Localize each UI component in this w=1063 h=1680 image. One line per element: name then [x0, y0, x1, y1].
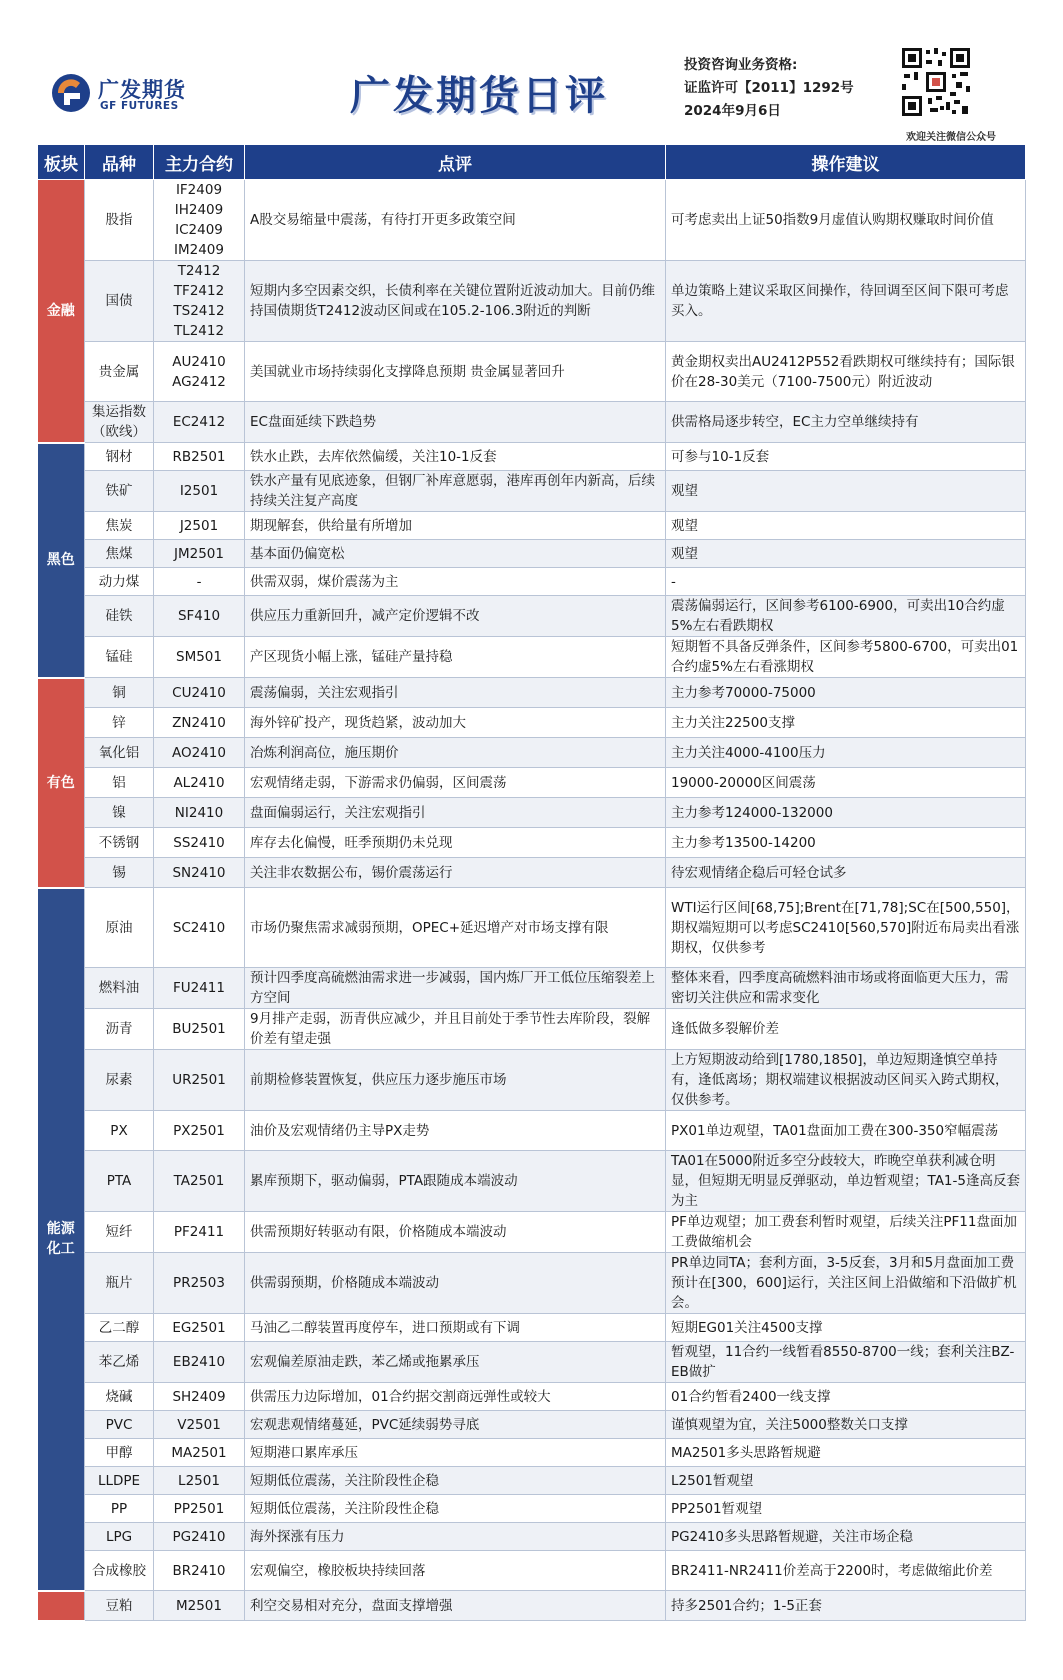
advice-cell: 主力关注22500支撑: [666, 708, 1026, 738]
advice-cell: 供需格局逐步转空，EC主力空单继续持有: [666, 402, 1026, 443]
table-body: [38, 180, 1026, 1621]
comment-cell: 产区现货小幅上涨，锰硅产量持稳: [245, 637, 666, 678]
comment-cell: 冶炼利润高位，施压期价: [245, 738, 666, 768]
license-info: [684, 54, 854, 123]
logo-english-name: GF FUTURES: [100, 100, 179, 112]
advice-cell: 可参与10-1反套: [666, 443, 1026, 471]
advice-cell: 整体来看，四季度高硫燃料油市场或将面临更大压力，需密切关注供应和需求变化: [666, 968, 1026, 1009]
contract-cell: J2501: [154, 512, 245, 540]
variety-cell: PP: [85, 1495, 154, 1523]
column-header-comment: 点评: [245, 145, 666, 180]
daily-review-table-container: [37, 144, 1025, 1622]
contract-cell: L2501: [154, 1467, 245, 1495]
comment-cell: 基本面仍偏宽松: [245, 540, 666, 568]
contract-cell: EB2410: [154, 1342, 245, 1383]
advice-cell: BR2411-NR2411价差高于2200时，考虑做缩此价差: [666, 1551, 1026, 1591]
advice-cell: 待宏观情绪企稳后可轻仓试多: [666, 858, 1026, 888]
variety-cell: 乙二醇: [85, 1314, 154, 1342]
comment-cell: 供需预期好转驱动有限，价格随成本端波动: [245, 1212, 666, 1253]
column-header-sector: 板块: [38, 145, 85, 180]
daily-review-table: [37, 144, 1026, 1622]
contract-cell: V2501: [154, 1411, 245, 1439]
table-row: [38, 1591, 1026, 1621]
table-row: [38, 1495, 1026, 1523]
company-logo: [50, 72, 200, 122]
contract-cell: EG2501: [154, 1314, 245, 1342]
table-row: [38, 1523, 1026, 1551]
comment-cell: 短期低位震荡，关注阶段性企稳: [245, 1467, 666, 1495]
advice-cell: 暂观望，11合约一线暂看8550-8700一线；套利关注BZ-EB做扩: [666, 1342, 1026, 1383]
variety-cell: 镍: [85, 798, 154, 828]
comment-cell: 宏观情绪走弱，下游需求仍偏弱，区间震荡: [245, 768, 666, 798]
variety-cell: LPG: [85, 1523, 154, 1551]
advice-cell: 观望: [666, 512, 1026, 540]
comment-cell: 海外探涨有压力: [245, 1523, 666, 1551]
table-row: [38, 1314, 1026, 1342]
variety-cell: 焦煤: [85, 540, 154, 568]
advice-cell: 主力参考70000-75000: [666, 678, 1026, 708]
table-row: [38, 1439, 1026, 1467]
advice-cell: MA2501多头思路暂规避: [666, 1439, 1026, 1467]
variety-cell: 原油: [85, 888, 154, 968]
comment-cell: 短期港口累库承压: [245, 1439, 666, 1467]
contract-cell: PX2501: [154, 1111, 245, 1151]
variety-cell: LLDPE: [85, 1467, 154, 1495]
variety-cell: 燃料油: [85, 968, 154, 1009]
contract-cell: BU2501: [154, 1009, 245, 1050]
contract-cell: MA2501: [154, 1439, 245, 1467]
contract-cell: -: [154, 568, 245, 596]
contract-cell: AL2410: [154, 768, 245, 798]
advice-cell: 主力关注4000-4100压力: [666, 738, 1026, 768]
advice-cell: 逢低做多裂解价差: [666, 1009, 1026, 1050]
table-row: [38, 1551, 1026, 1591]
wechat-qr-code-icon: [900, 46, 972, 118]
column-header-contract: 主力合约: [154, 145, 245, 180]
sector-cell: 金融: [38, 180, 85, 443]
table-row: [38, 637, 1026, 678]
variety-cell: 集运指数（欧线）: [85, 402, 154, 443]
table-row: [38, 261, 1026, 342]
variety-cell: 股指: [85, 180, 154, 261]
advice-cell: 主力参考124000-132000: [666, 798, 1026, 828]
contract-cell: JM2501: [154, 540, 245, 568]
table-row: [38, 1342, 1026, 1383]
variety-cell: PVC: [85, 1411, 154, 1439]
table-row: [38, 471, 1026, 512]
advice-cell: PP2501暂观望: [666, 1495, 1026, 1523]
table-row: [38, 1151, 1026, 1212]
advice-cell: PR单边同TA；套利方面，3-5反套，3月和5月盘面加工费预计在[300，600]运行，关注区间上沿做缩和下沿做扩机会。: [666, 1253, 1026, 1314]
comment-cell: 铁水产量有见底迹象，但钢厂补库意愿弱，港库再创年内新高，后续持续关注复产高度: [245, 471, 666, 512]
comment-cell: 预计四季度高硫燃油需求进一步减弱，国内炼厂开工低位压缩裂差上方空间: [245, 968, 666, 1009]
comment-cell: 库存去化偏慢，旺季预期仍未兑现: [245, 828, 666, 858]
variety-cell: 不锈钢: [85, 828, 154, 858]
table-row: [38, 798, 1026, 828]
comment-cell: 油价及宏观情绪仍主导PX走势: [245, 1111, 666, 1151]
table-row: [38, 180, 1026, 261]
variety-cell: 合成橡胶: [85, 1551, 154, 1591]
variety-cell: 锰硅: [85, 637, 154, 678]
table-row: [38, 1050, 1026, 1111]
contract-cell: PF2411: [154, 1212, 245, 1253]
variety-cell: 甲醇: [85, 1439, 154, 1467]
comment-cell: EC盘面延续下跌趋势: [245, 402, 666, 443]
contract-cell: ZN2410: [154, 708, 245, 738]
table-row: [38, 678, 1026, 708]
advice-cell: 主力参考13500-14200: [666, 828, 1026, 858]
report-title: 广发期货日评: [350, 73, 608, 119]
contract-cell: AU2410 AG2412: [154, 342, 245, 402]
advice-cell: 01合约暂看2400一线支撑: [666, 1383, 1026, 1411]
table-row: [38, 708, 1026, 738]
contract-cell: FU2411: [154, 968, 245, 1009]
comment-cell: 市场仍聚焦需求减弱预期，OPEC+延迟增产对市场支撑有限: [245, 888, 666, 968]
advice-cell: 可考虑卖出上证50指数9月虚值认购期权赚取时间价值: [666, 180, 1026, 261]
contract-cell: M2501: [154, 1591, 245, 1621]
comment-cell: 供应压力重新回升，减产定价逻辑不改: [245, 596, 666, 637]
variety-cell: 动力煤: [85, 568, 154, 596]
table-row: [38, 1383, 1026, 1411]
contract-cell: RB2501: [154, 443, 245, 471]
variety-cell: 苯乙烯: [85, 1342, 154, 1383]
contract-cell: SH2409: [154, 1383, 245, 1411]
report-date: 2024年9月6日: [684, 103, 781, 119]
table-row: [38, 968, 1026, 1009]
contract-cell: I2501: [154, 471, 245, 512]
variety-cell: 尿素: [85, 1050, 154, 1111]
table-row: [38, 1009, 1026, 1050]
table-row: [38, 1253, 1026, 1314]
variety-cell: 铁矿: [85, 471, 154, 512]
license-line-1: 投资咨询业务资格:: [684, 57, 798, 73]
column-header-advice: 操作建议: [666, 145, 1026, 180]
contract-cell: PR2503: [154, 1253, 245, 1314]
contract-cell: SC2410: [154, 888, 245, 968]
contract-cell: TA2501: [154, 1151, 245, 1212]
table-row: [38, 828, 1026, 858]
table-row: [38, 1111, 1026, 1151]
variety-cell: 国债: [85, 261, 154, 342]
comment-cell: 震荡偏弱，关注宏观指引: [245, 678, 666, 708]
table-row: [38, 858, 1026, 888]
contract-cell: SS2410: [154, 828, 245, 858]
sector-cell: 黑色: [38, 443, 85, 678]
comment-cell: 关注非农数据公布，锡价震荡运行: [245, 858, 666, 888]
variety-cell: PX: [85, 1111, 154, 1151]
comment-cell: 宏观偏差原油走跌，苯乙烯或拖累承压: [245, 1342, 666, 1383]
page-header: [0, 0, 1063, 142]
comment-cell: 海外锌矿投产，现货趋紧，波动加大: [245, 708, 666, 738]
comment-cell: 利空交易相对充分，盘面支撑增强: [245, 1591, 666, 1621]
contract-cell: SN2410: [154, 858, 245, 888]
table-row: [38, 443, 1026, 471]
table-row: [38, 768, 1026, 798]
variety-cell: 豆粕: [85, 1591, 154, 1621]
table-row: [38, 888, 1026, 968]
contract-cell: BR2410: [154, 1551, 245, 1591]
contract-cell: SF410: [154, 596, 245, 637]
comment-cell: 期现解套，供给量有所增加: [245, 512, 666, 540]
contract-cell: PG2410: [154, 1523, 245, 1551]
table-row: [38, 512, 1026, 540]
variety-cell: 贵金属: [85, 342, 154, 402]
advice-cell: 短期EG01关注4500支撑: [666, 1314, 1026, 1342]
comment-cell: 供需弱预期，价格随成本端波动: [245, 1253, 666, 1314]
advice-cell: -: [666, 568, 1026, 596]
advice-cell: 19000-20000区间震荡: [666, 768, 1026, 798]
license-line-2: 证监许可【2011】1292号: [684, 80, 854, 96]
table-row: [38, 402, 1026, 443]
variety-cell: 钢材: [85, 443, 154, 471]
contract-cell: T2412 TF2412 TS2412 TL2412: [154, 261, 245, 342]
comment-cell: 短期内多空因素交织，长债利率在关键位置附近波动加大。目前仍维持国债期货T2412波动区间或在105.2-106.3附近的判断: [245, 261, 666, 342]
comment-cell: 供需压力边际增加，01合约据交割商远弹性或较大: [245, 1383, 666, 1411]
variety-cell: 短纤: [85, 1212, 154, 1253]
variety-cell: 铜: [85, 678, 154, 708]
comment-cell: 宏观悲观情绪蔓延，PVC延续弱势寻底: [245, 1411, 666, 1439]
advice-cell: 上方短期波动给到[1780,1850]，单边短期逢慎空单持有，逢低离场；期权端建议根据波动区间买入跨式期权，仅供参考。: [666, 1050, 1026, 1111]
advice-cell: WTI运行区间[68,75];Brent在[71,78];SC在[500,550]，期权端短期可以考虑SC2410[560,570]附近布局卖出看涨期权，仅供参考: [666, 888, 1026, 968]
contract-cell: AO2410: [154, 738, 245, 768]
contract-cell: PP2501: [154, 1495, 245, 1523]
table-row: [38, 1411, 1026, 1439]
variety-cell: 瓶片: [85, 1253, 154, 1314]
variety-cell: 烧碱: [85, 1383, 154, 1411]
sector-cell: 能源 化工: [38, 888, 85, 1591]
sector-cell: [38, 1591, 85, 1621]
variety-cell: PTA: [85, 1151, 154, 1212]
table-row: [38, 596, 1026, 637]
logo-chinese-name: 广发期货: [98, 78, 186, 102]
advice-cell: 单边策略上建议采取区间操作，待回调至区间下限可考虑买入。: [666, 261, 1026, 342]
advice-cell: 谨慎观望为宜，关注5000整数关口支撑: [666, 1411, 1026, 1439]
comment-cell: 累库预期下，驱动偏弱，PTA跟随成本端波动: [245, 1151, 666, 1212]
advice-cell: PX01单边观望，TA01盘面加工费在300-350窄幅震荡: [666, 1111, 1026, 1151]
variety-cell: 铝: [85, 768, 154, 798]
contract-cell: SM501: [154, 637, 245, 678]
table-row: [38, 1467, 1026, 1495]
advice-cell: 黄金期权卖出AU2412P552看跌期权可继续持有；国际银价在28-30美元（7100-7500元）附近波动: [666, 342, 1026, 402]
variety-cell: 硅铁: [85, 596, 154, 637]
contract-cell: CU2410: [154, 678, 245, 708]
advice-cell: L2501暂观望: [666, 1467, 1026, 1495]
advice-cell: TA01在5000附近多空分歧较大，昨晚空单获利减仓明显，但短期无明显反弹驱动，单边暂观望；TA1-5逢高反套为主: [666, 1151, 1026, 1212]
variety-cell: 锡: [85, 858, 154, 888]
contract-cell: IF2409 IH2409 IC2409 IM2409: [154, 180, 245, 261]
sector-cell: 有色: [38, 678, 85, 888]
table-row: [38, 342, 1026, 402]
table-row: [38, 540, 1026, 568]
contract-cell: UR2501: [154, 1050, 245, 1111]
advice-cell: 观望: [666, 540, 1026, 568]
column-header-variety: 品种: [85, 145, 154, 180]
comment-cell: 9月排产走弱，沥青供应减少，并且目前处于季节性去库阶段，裂解价差有望走强: [245, 1009, 666, 1050]
comment-cell: 短期低位震荡，关注阶段性企稳: [245, 1495, 666, 1523]
comment-cell: 供需双弱，煤价震荡为主: [245, 568, 666, 596]
variety-cell: 氧化铝: [85, 738, 154, 768]
variety-cell: 锌: [85, 708, 154, 738]
advice-cell: 短期暂不具备反弹条件，区间参考5800-6700，可卖出01合约虚5%左右看涨期权: [666, 637, 1026, 678]
table-row: [38, 1212, 1026, 1253]
table-row: [38, 738, 1026, 768]
table-row: [38, 568, 1026, 596]
qr-caption: 欢迎关注微信公众号: [906, 132, 996, 143]
advice-cell: 观望: [666, 471, 1026, 512]
contract-cell: NI2410: [154, 798, 245, 828]
comment-cell: 铁水止跌，去库依然偏缓，关注10-1反套: [245, 443, 666, 471]
comment-cell: 盘面偏弱运行，关注宏观指引: [245, 798, 666, 828]
comment-cell: 宏观偏空，橡胶板块持续回落: [245, 1551, 666, 1591]
comment-cell: 马油乙二醇装置再度停车，进口预期或有下调: [245, 1314, 666, 1342]
advice-cell: 持多2501合约；1-5正套: [666, 1591, 1026, 1621]
variety-cell: 焦炭: [85, 512, 154, 540]
contract-cell: EC2412: [154, 402, 245, 443]
comment-cell: 美国就业市场持续弱化支撑降息预期 贵金属显著回升: [245, 342, 666, 402]
gf-logo-icon: [50, 72, 92, 114]
advice-cell: PG2410多头思路暂规避，关注市场企稳: [666, 1523, 1026, 1551]
comment-cell: 前期检修装置恢复，供应压力逐步施压市场: [245, 1050, 666, 1111]
comment-cell: A股交易缩量中震荡，有待打开更多政策空间: [245, 180, 666, 261]
advice-cell: 震荡偏弱运行，区间参考6100-6900，可卖出10合约虚5%左右看跌期权: [666, 596, 1026, 637]
variety-cell: 沥青: [85, 1009, 154, 1050]
advice-cell: PF单边观望；加工费套利暂时观望，后续关注PF11盘面加工费做缩机会: [666, 1212, 1026, 1253]
table-header-row: [38, 145, 1026, 180]
